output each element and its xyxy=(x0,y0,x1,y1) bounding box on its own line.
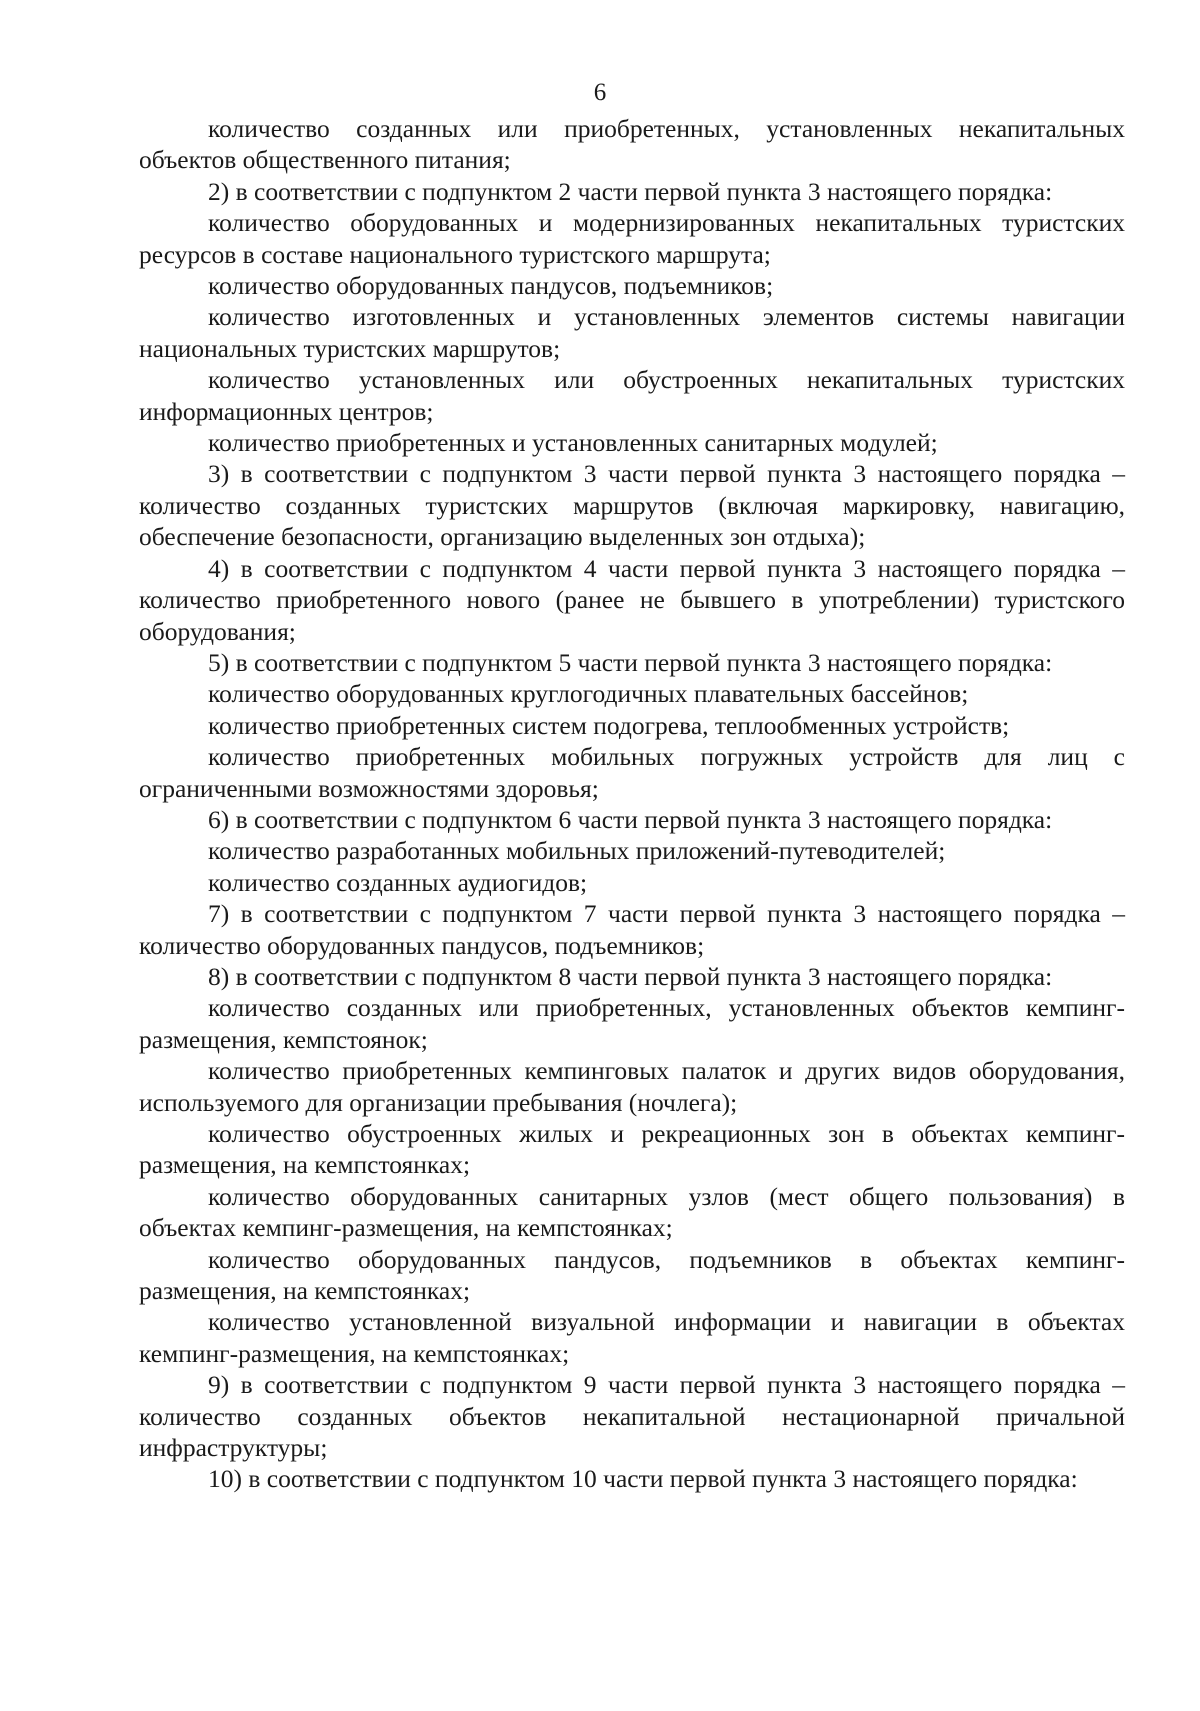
paragraph: 7) в соответствии с подпунктом 7 части первой пункта 3 настоящего порядка – количество оборудованных пандусов, подъемников; xyxy=(139,899,1125,960)
paragraph: 9) в соответствии с подпунктом 9 части первой пункта 3 настоящего порядка – количество созданных объектов некапитальной нестационарной причальной инфраструктуры; xyxy=(139,1370,1125,1463)
paragraph: количество приобретенных систем подогрева, теплообменных устройств; xyxy=(208,710,1010,740)
paragraph: количество созданных или приобретенных, установленных некапитальных объектов общественного питания; xyxy=(139,114,1125,175)
paragraph: 4) в соответствии с подпунктом 4 части первой пункта 3 настоящего порядка – количество приобретенного нового (ранее не бывшего в употреблении) туристского оборудования; xyxy=(139,553,1125,646)
paragraph: количество оборудованных пандусов, подъемников в объектах кемпинг-размещения, на кемпстоянках; xyxy=(139,1244,1125,1306)
paragraph: количество изготовленных и установленных элементов системы навигации национальных туристских маршрутов; xyxy=(139,302,1125,363)
paragraph: количество приобретенных мобильных погружных устройств для лиц с ограниченными возможностями здоровья; xyxy=(139,742,1125,803)
paragraph: количество оборудованных круглогодичных плавательных бассейнов; xyxy=(208,679,969,709)
paragraph: 8) в соответствии с подпунктом 8 части первой пункта 3 настоящего порядка: xyxy=(208,961,1053,991)
paragraph: количество установленной визуальной информации и навигации в объектах кемпинг-размещения, на кемпстоянках; xyxy=(139,1307,1125,1368)
page-number: 6 xyxy=(593,79,607,106)
paragraph: 5) в соответствии с подпунктом 5 части первой пункта 3 настоящего порядка: xyxy=(208,647,1053,677)
paragraph: 2) в соответствии с подпунктом 2 части первой пункта 3 настоящего порядка: xyxy=(208,176,1053,206)
paragraph: количество приобретенных кемпинговых палаток и других видов оборудования, используемого для организации пребывания (ночлега); xyxy=(139,1056,1125,1117)
paragraph: количество созданных или приобретенных, установленных объектов кемпинг-размещения, кемпстоянок; xyxy=(139,993,1125,1054)
paragraph: 3) в соответствии с подпунктом 3 части первой пункта 3 настоящего порядка – количество созданных туристских маршрутов (включая маркировку, навигацию, обеспечение безопасности, организацию выделенных зон отдыха); xyxy=(139,459,1125,552)
paragraph: количество разработанных мобильных приложений-путеводителей; xyxy=(208,836,946,866)
document-body xyxy=(139,113,1125,1495)
paragraph: количество оборудованных пандусов, подъемников; xyxy=(208,271,774,301)
paragraph: количество созданных аудиогидов; xyxy=(208,867,588,897)
paragraph: 6) в соответствии с подпунктом 6 части первой пункта 3 настоящего порядка: xyxy=(208,804,1053,834)
paragraph: количество оборудованных и модернизированных некапитальных туристских ресурсов в составе национального туристского маршрута; xyxy=(139,208,1125,269)
paragraph: количество приобретенных и установленных санитарных модулей; xyxy=(208,428,938,458)
paragraph: количество установленных или обустроенных некапитальных туристских информационных центров; xyxy=(139,365,1125,426)
paragraph: количество обустроенных жилых и рекреационных зон в объектах кемпинг-размещения, на кемпстоянках; xyxy=(139,1119,1125,1180)
paragraph: 10) в соответствии с подпунктом 10 части первой пункта 3 настоящего порядка: xyxy=(208,1464,1078,1494)
paragraph: количество оборудованных санитарных узлов (мест общего пользования) в объектах кемпинг-размещения, на кемпстоянках; xyxy=(139,1181,1125,1243)
